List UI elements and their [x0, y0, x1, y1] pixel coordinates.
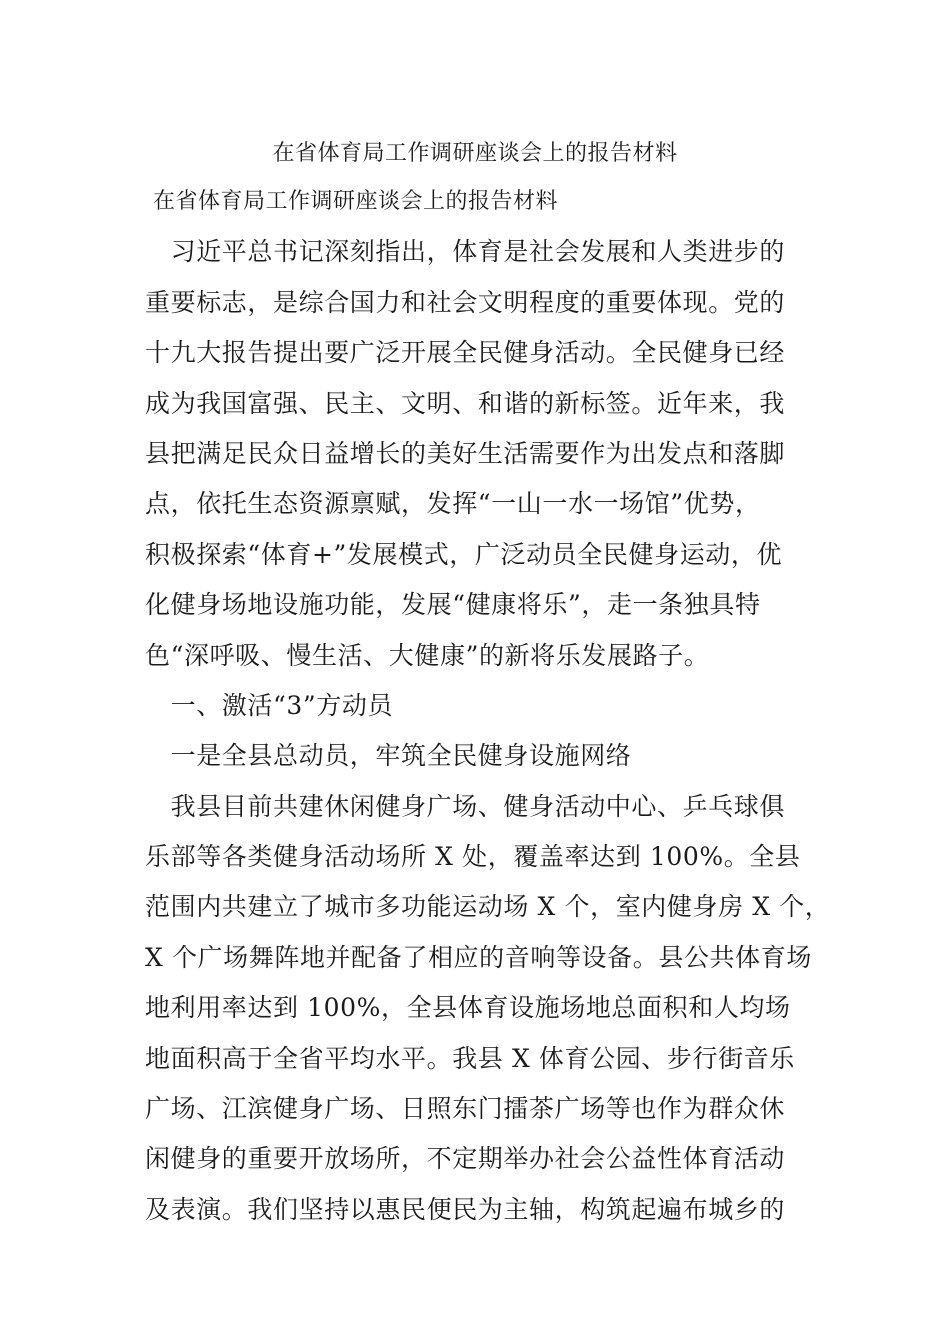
paragraph-line: 地利用率达到 100%，全县体育设施场地总面积和人均场	[145, 993, 791, 1023]
paragraph-line: 闲健身的重要开放场所，不定期举办社会公益性体育活动	[145, 1144, 786, 1174]
paragraph-line: 色“深呼吸、慢生活、大健康”的新将乐发展路子。	[145, 640, 710, 670]
paragraph-line: 点，依托生态资源禀赋，发挥“一山一水一场馆”优势，	[145, 489, 761, 519]
paragraph-line: 我县目前共建休闲健身广场、健身活动中心、乒乓球俱	[145, 791, 786, 821]
paragraph-line: 地面积高于全省平均水平。我县 X 体育公园、步行街音乐	[145, 1043, 795, 1073]
document-subtitle: 在省体育局工作调研座谈会上的报告材料	[153, 189, 559, 214]
paragraph-line: X 个广场舞阵地并配备了相应的音响等设备。县公共体育场	[145, 942, 812, 972]
paragraph-line: 及表演。我们坚持以惠民便民为主轴，构筑起遍布城乡的	[145, 1194, 786, 1224]
document-title: 在省体育局工作调研座谈会上的报告材料	[272, 141, 678, 166]
paragraph-line: 化健身场地设施功能，发展“健康将乐”，走一条独具特	[145, 590, 761, 620]
subsection-heading: 一是全县总动员，牢筑全民健身设施网络	[145, 741, 632, 771]
paragraph-line: 范围内共建立了城市多功能运动场 X 个，室内健身房 X 个，	[145, 892, 831, 922]
paragraph-line: 习近平总书记深刻指出，体育是社会发展和人类进步的	[145, 237, 786, 267]
paragraph-line: 广场、江滨健身广场、日照东门擂茶广场等也作为群众休	[145, 1094, 786, 1124]
paragraph-line: 积极探索“体育+”发展模式，广泛动员全民健身运动，优	[145, 539, 783, 569]
paragraph-line: 重要标志，是综合国力和社会文明程度的重要体现。党的	[145, 287, 786, 317]
paragraph-line: 县把满足民众日益增长的美好生活需要作为出发点和落脚	[145, 438, 786, 468]
paragraph-line: 乐部等各类健身活动场所 X 处，覆盖率达到 100%。全县	[145, 842, 801, 872]
paragraph-line: 十九大报告提出要广泛开展全民健身活动。全民健身已经	[145, 338, 786, 368]
paragraph-line: 成为我国富强、民主、文明、和谐的新标签。近年来，我	[145, 388, 786, 418]
document-body	[145, 182, 835, 1240]
section-heading: 一、激活“3”方动员	[145, 690, 394, 720]
